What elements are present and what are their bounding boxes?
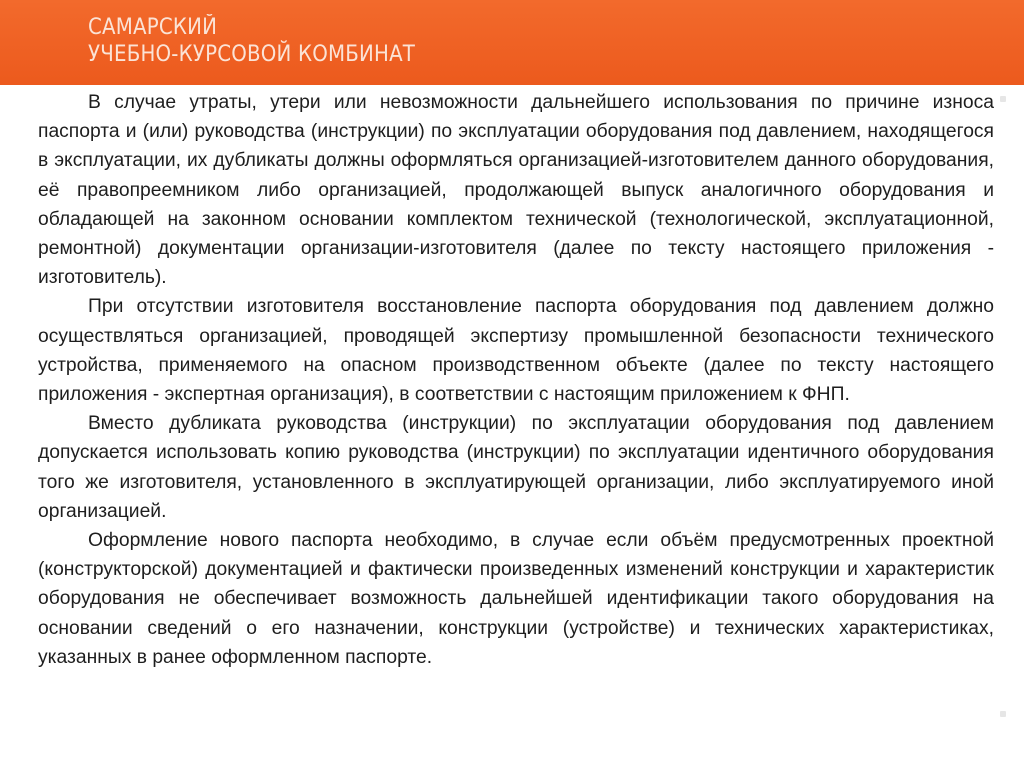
paragraph-duplicate-documents: В случае утраты, утери или невозможности дальнейшего использования по причине износа паспорта и (или) руководства (инструкции) по эксплуатации оборудования под давлением, находящегося в эксплуатации, их дубликаты должны оформляться организацией-изготовителем данного оборудования, её правопреемником либо организацией, продолжающей выпуск аналогичного оборудования и обладающей на законном основании комплектом технической (технологической, эксплуатационной, ремонтной) документации организации-изготовителя (далее по тексту настоящего приложения - изготовитель). [38, 92, 994, 289]
slide-header-banner [0, 0, 1024, 85]
slide-edge-mark [1000, 711, 1006, 717]
paragraph-new-passport: Оформление нового паспорта необходимо, в случае если объём предусмотренных проектной (конструкторской) документацией и фактически произведенных изменений конструкции и характеристик оборудования не обеспечивает возможность дальнейшей идентификации такого оборудования на основании сведений о его назначении, конструкции (устройстве) и технических характеристиках, указанных в ранее оформленном паспорте. [38, 530, 994, 668]
slide-edge-mark [1000, 96, 1006, 102]
company-logo [88, 14, 415, 68]
paragraph-manual-copy: Вместо дубликата руководства (инструкции) по эксплуатации оборудования под давлением допускается использовать копию руководства (инструкции) по эксплуатации идентичного оборудования того же изготовителя, установленного в эксплуатирующей организации, либо эксплуатируемого иной организацией. [38, 413, 994, 522]
logo-line-2: УЧЕБНО-КУРСОВОЙ КОМБИНАТ [88, 42, 416, 67]
paragraph-passport-restoration: При отсутствии изготовителя восстановление паспорта оборудования под давлением должно осуществляться организацией, проводящей экспертизу промышленной безопасности технического устройства, применяемого на опасном производственном объекте (далее по тексту настоящего приложения - экспертная организация), в соответствии с настоящим приложением к ФНП. [38, 296, 994, 406]
slide-body-text [38, 88, 994, 672]
logo-line-1: САМАРСКИЙ [88, 15, 218, 40]
